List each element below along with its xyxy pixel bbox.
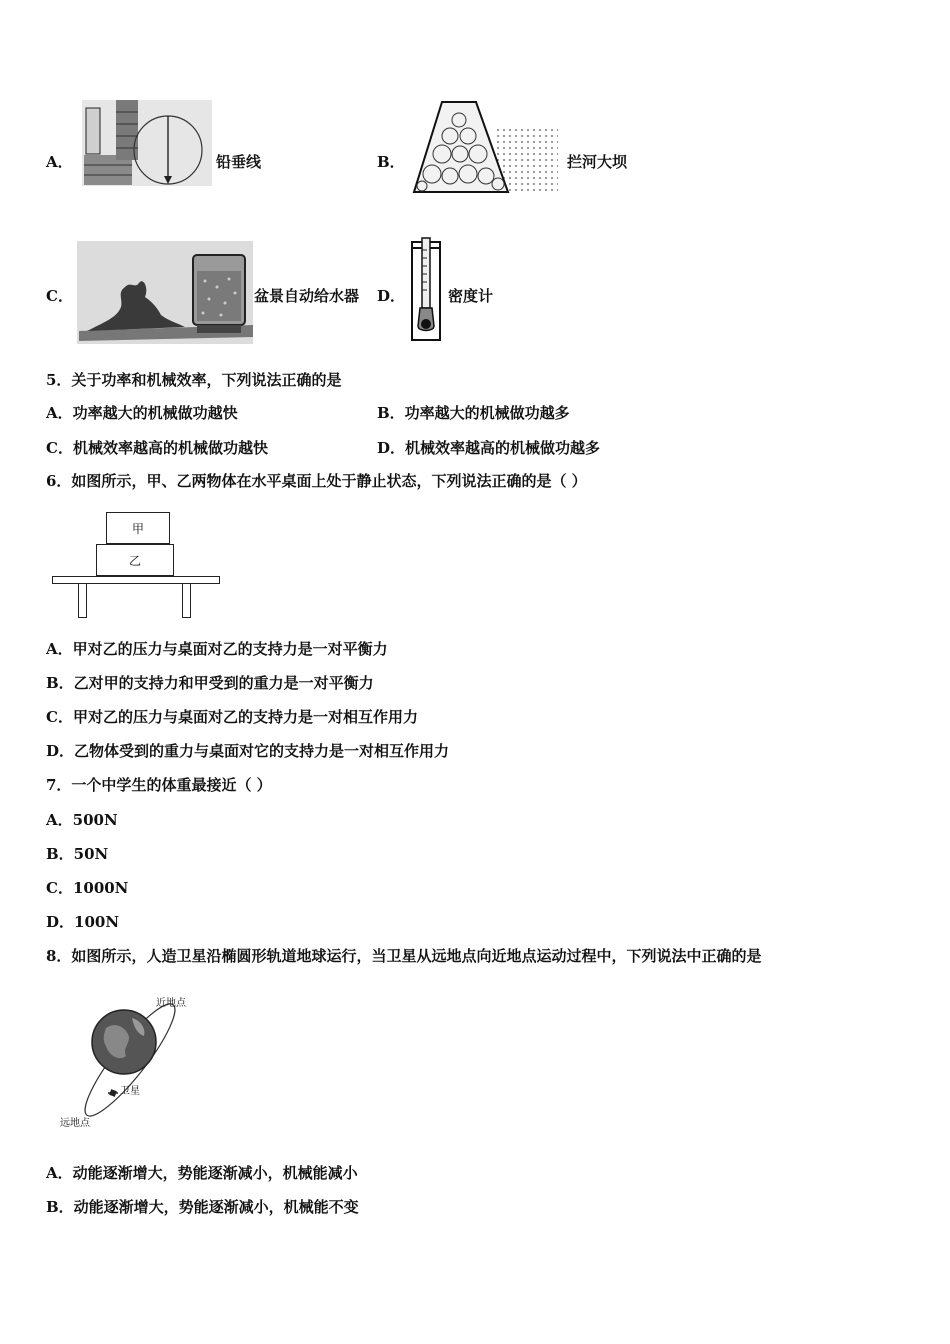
dam-figure <box>412 98 560 194</box>
option-d-letter: D． <box>377 287 406 305</box>
question-5-option-a: A．功率越大的机械做功越快 <box>46 404 238 422</box>
question-7-option-d: D．100N <box>46 913 120 931</box>
question-8-option-a: A．动能逐渐增大，势能逐渐减小，机械能减小 <box>46 1164 358 1182</box>
option-c-letter: C． <box>46 287 73 305</box>
question-8-option-b: B．动能逐渐增大，势能逐渐减小，机械能不变 <box>46 1198 359 1216</box>
option-a-letter: A． <box>46 153 73 171</box>
option-b-letter: B． <box>377 153 405 171</box>
question-5-stem: 5．关于功率和机械效率，下列说法正确的是 <box>46 371 342 389</box>
question-6-stem: 6．如图所示，甲、乙两物体在水平桌面上处于静止状态，下列说法正确的是（ ） <box>46 472 587 490</box>
bonsai-waterer-figure <box>77 241 253 344</box>
option-b-caption: 拦河大坝 <box>567 153 628 171</box>
label-satellite: 卫星 <box>120 1086 140 1097</box>
label-near-point: 近地点 <box>156 998 186 1009</box>
option-d-caption: 密度计 <box>448 287 494 305</box>
question-7-option-a: A．500N <box>46 811 118 829</box>
satellite-orbit-figure <box>58 998 198 1138</box>
question-5-option-d: D．机械效率越高的机械做功越多 <box>377 439 601 457</box>
question-7-option-c: C．1000N <box>46 879 129 897</box>
plumb-line-figure <box>82 100 212 186</box>
table-leg-right <box>182 584 191 618</box>
question-6-option-b: B．乙对甲的支持力和甲受到的重力是一对平衡力 <box>46 674 374 692</box>
label-far-point: 远地点 <box>60 1118 90 1129</box>
table-leg-left <box>78 584 87 618</box>
question-6-option-d: D．乙物体受到的重力与桌面对它的支持力是一对相互作用力 <box>46 742 450 760</box>
question-5-option-c: C．机械效率越高的机械做功越快 <box>46 439 268 457</box>
question-7-option-b: B．50N <box>46 845 109 863</box>
table-blocks-figure <box>50 512 222 620</box>
question-5-option-b: B．功率越大的机械做功越多 <box>377 404 570 422</box>
question-7-stem: 7．一个中学生的体重最接近（ ） <box>46 776 272 794</box>
hydrometer-figure <box>410 236 444 342</box>
block-jia: 甲 <box>106 512 170 544</box>
question-8-stem: 8．如图所示，人造卫星沿椭圆形轨道地球运行，当卫星从远地点向近地点运动过程中，下列说法中正确的是 <box>46 947 762 965</box>
question-6-option-c: C．甲对乙的压力与桌面对乙的支持力是一对相互作用力 <box>46 708 418 726</box>
tabletop <box>52 576 220 584</box>
option-c-caption: 盆景自动给水器 <box>254 287 360 305</box>
option-a-caption: 铅垂线 <box>216 153 262 171</box>
block-yi: 乙 <box>96 544 174 576</box>
question-6-option-a: A．甲对乙的压力与桌面对乙的支持力是一对平衡力 <box>46 640 388 658</box>
